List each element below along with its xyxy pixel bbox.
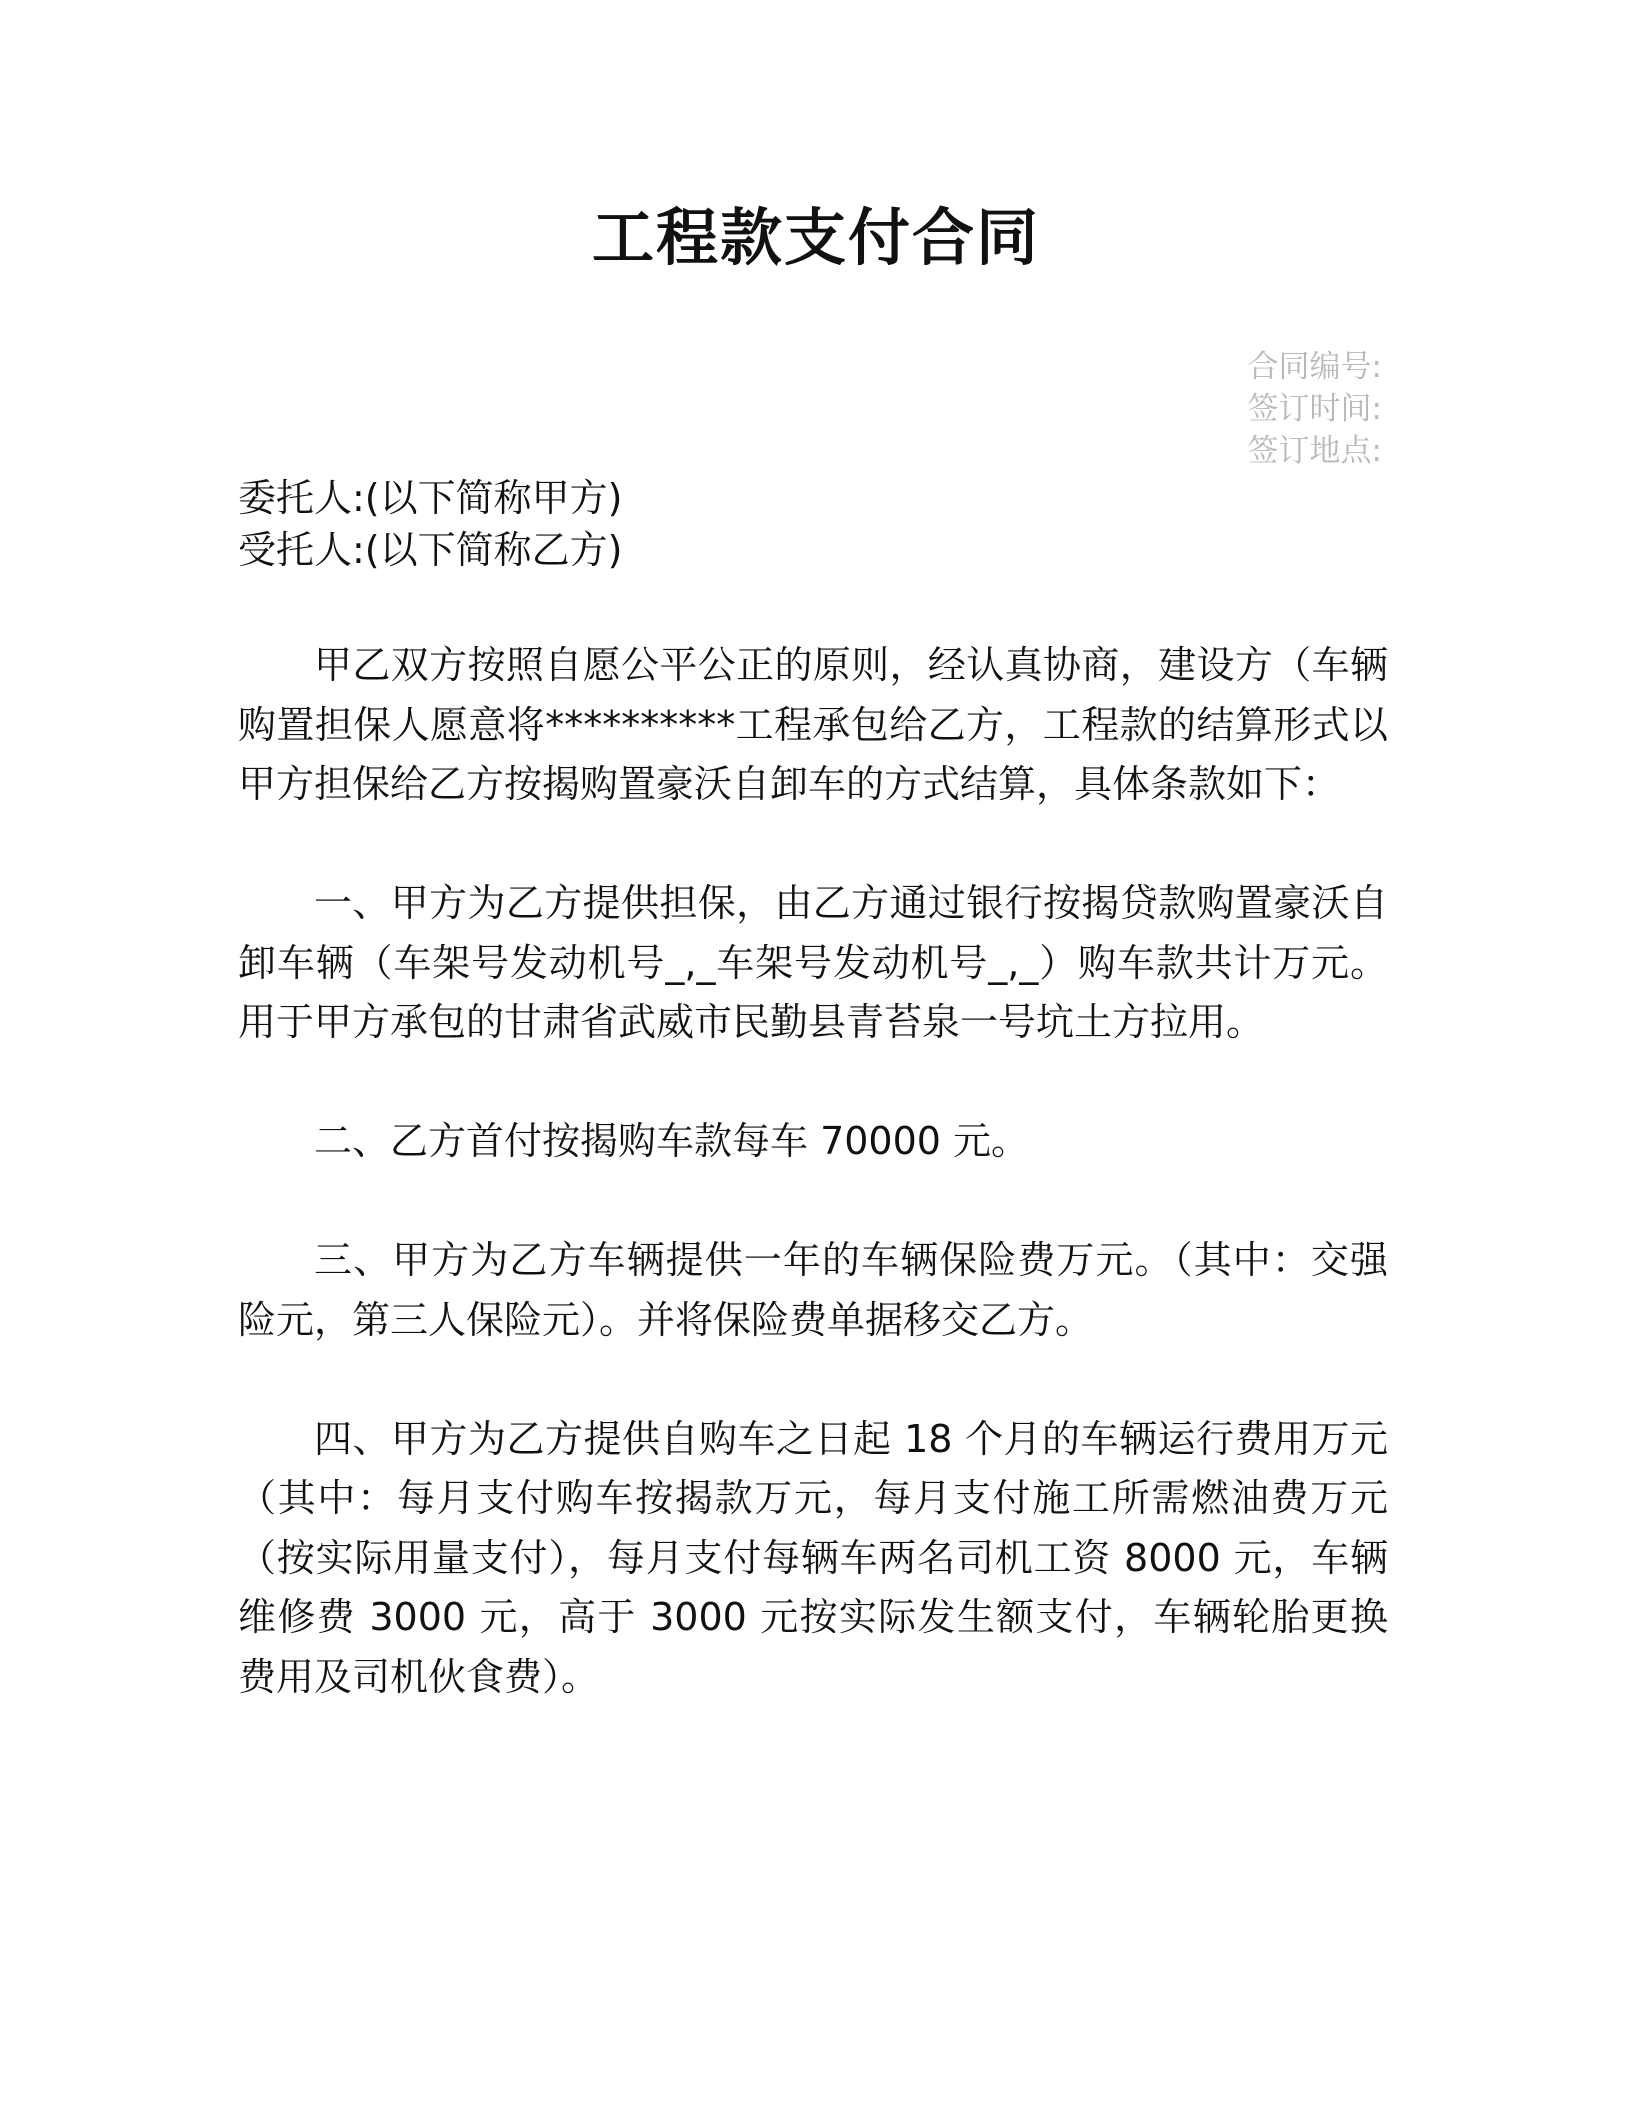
party-b-line: 受托人:(以下简称乙方) [238,528,623,572]
contract-parties [238,472,622,576]
sign-place-label: 签订地点: [1247,433,1382,469]
clause-3-paragraph: 三、甲方为乙方车辆提供一年的车辆保险费万元。（其中：交强险元，第三人保险元）。并将保险费单据移交乙方。 [238,1238,1388,1342]
intro-paragraph: 甲乙双方按照自愿公平公正的原则，经认真协商，建设方（车辆购置担保人愿意将**********工程承包给乙方，工程款的结算形式以甲方担保给乙方按揭购置豪沃自卸车的方式结算，具体条款如下： [238,643,1388,806]
clause-4-paragraph: 四、甲方为乙方提供自购车之日起 18 个月的车辆运行费用万元（其中：每月支付购车按揭款万元，每月支付施工所需燃油费万元（按实际用量支付），每月支付每辆车两名司机工资 8000 元，车辆维修费 3000 元，高于 3000 元按实际发生额支付，车辆轮胎更换费用及司机伙食费）。 [238,1416,1388,1699]
contract-meta [1248,346,1382,472]
clause-1-paragraph: 一、甲方为乙方提供担保，由乙方通过银行按揭贷款购置豪沃自卸车辆（车架号发动机号_,_车架号发动机号_,_）购车款共计万元。用于甲方承包的甘肃省武威市民勤县青苔泉一号坑土方拉用。 [238,881,1388,1044]
contract-number-label: 合同编号: [1247,349,1382,385]
contract-body [238,636,1388,1767]
clause-2-paragraph: 二、乙方首付按揭购车款每车 70000 元。 [314,1119,1030,1163]
page-title: 工程款支付合同 [591,201,1040,274]
sign-time-label: 签订时间: [1247,391,1382,427]
party-a-line: 委托人:(以下简称甲方) [238,476,623,520]
